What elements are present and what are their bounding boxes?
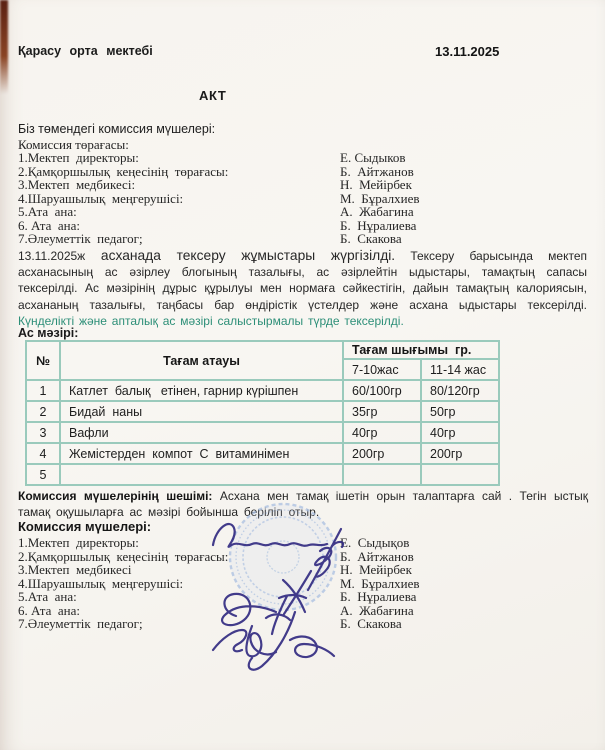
member-label: 4.Шаруашылық меңгерушісі: bbox=[18, 575, 184, 591]
inspection-paragraph bbox=[18, 248, 587, 329]
table-row bbox=[26, 422, 499, 443]
cell-no: 3 bbox=[26, 422, 60, 443]
school-name: Қарасу орта мектебі bbox=[18, 44, 153, 58]
member-name: Н. Мейірбек bbox=[340, 177, 412, 192]
member-name: М. Бұралхиев bbox=[340, 575, 420, 591]
member-name: Б. Нұралиева bbox=[340, 217, 417, 233]
member-name: Б. Айтжанов bbox=[340, 163, 414, 179]
paragraph-date: 13.11.2025ж bbox=[18, 249, 86, 263]
col-header-no: № bbox=[26, 341, 60, 380]
member-name: Б. Нұралиева bbox=[340, 589, 417, 604]
cell-age1 bbox=[343, 464, 421, 485]
commission-member-row bbox=[18, 616, 448, 630]
cell-no: 2 bbox=[26, 401, 60, 422]
cell-age2: 50гр bbox=[421, 401, 499, 422]
commission-member-row bbox=[18, 549, 448, 563]
commission-top-list bbox=[18, 150, 448, 245]
member-label: 3.Мектеп медбикесі bbox=[18, 562, 132, 577]
member-name: Б. Скакова bbox=[340, 616, 402, 631]
commission-member-row bbox=[18, 535, 448, 549]
commission-member-row bbox=[18, 603, 448, 617]
cell-dish: Вафли bbox=[60, 422, 343, 443]
table-row bbox=[26, 380, 499, 401]
commission-intro: Біз төмендегі комиссия мүшелері: bbox=[18, 122, 216, 136]
member-name: Е. Сыдықов bbox=[340, 535, 410, 550]
member-name: М. Бұралхиев bbox=[340, 190, 420, 206]
cell-age1: 35гр bbox=[343, 401, 421, 422]
member-name: А. Жабағина bbox=[340, 602, 414, 618]
col-header-age2: 11-14 жас bbox=[421, 359, 499, 380]
member-label: 6. Ата ана: bbox=[18, 602, 80, 618]
cell-dish: Катлет балық етінен, гарнир күрішпен bbox=[60, 380, 343, 401]
member-name: Б. Айтжанов bbox=[340, 548, 414, 564]
decision-paragraph bbox=[18, 489, 588, 520]
member-name: Н. Мейірбек bbox=[340, 562, 412, 577]
table-row bbox=[26, 443, 499, 464]
commission-member-row bbox=[18, 231, 448, 245]
table-header-row bbox=[26, 341, 499, 359]
member-name: А. Жабагина bbox=[340, 204, 414, 219]
commission-member-row bbox=[18, 576, 448, 590]
member-label: 6. Ата ана: bbox=[18, 217, 80, 233]
cell-no: 1 bbox=[26, 380, 60, 401]
cell-age2: 80/120гр bbox=[421, 380, 499, 401]
cell-no: 4 bbox=[26, 443, 60, 464]
commission-bottom-list bbox=[18, 535, 448, 630]
commission-member-row bbox=[18, 204, 448, 218]
menu-heading: Ас мәзірі: bbox=[18, 326, 79, 340]
cell-dish: Жемістерден компот С витаминімен bbox=[60, 443, 343, 464]
cell-no: 5 bbox=[26, 464, 60, 485]
commission-member-row bbox=[18, 150, 448, 164]
member-label: 2.Қамқоршылық кеңесінің төрағасы: bbox=[18, 163, 229, 179]
cell-age2: 40гр bbox=[421, 422, 499, 443]
document-title: АКТ bbox=[199, 88, 227, 103]
cell-age2: 200гр bbox=[421, 443, 499, 464]
member-label: 4.Шаруашылық меңгерушісі: bbox=[18, 190, 184, 206]
col-header-output: Тағам шығымы гр. bbox=[343, 341, 499, 359]
table-row bbox=[26, 401, 499, 422]
cell-age1: 200гр bbox=[343, 443, 421, 464]
commission-member-row bbox=[18, 562, 448, 576]
member-label: 3.Мектеп медбикесі: bbox=[18, 177, 136, 192]
commission-member-row bbox=[18, 164, 448, 178]
decision-text: Асхана мен тамақ ішетін орын талаптарға сай . Тегін ыстық тамақ оқушыларға ас мәзірі бойынша беріліп отыр. bbox=[18, 489, 588, 519]
member-label: 5.Ата ана: bbox=[18, 589, 77, 604]
cell-age1: 40гр bbox=[343, 422, 421, 443]
cell-dish: Бидай наны bbox=[60, 401, 343, 422]
paragraph-body: Тексеру барысында мектеп асханасының ас әзірлеу блогының тазалығы, ас әзірлейтін ыдыстары, тамақтың сапасы тексерілді. Ас мәзірінің дұрыс құрылуы мен нормаға сәйкестігін, дайын тамақтың калориясын, асхананың тазалығы, таңбасы бар өндірістік үстелдер және асхана ыдыстары тексерілді. bbox=[18, 249, 587, 312]
decision-label: Комиссия мүшелерінің шешімі: bbox=[18, 489, 213, 503]
paragraph-lead: асханада тексеру жұмыстары жүргізілді. bbox=[85, 248, 396, 263]
member-name: Б. Скакова bbox=[340, 231, 402, 246]
menu-table bbox=[25, 340, 500, 486]
member-label: 7.Әлеуметтік педагог; bbox=[18, 616, 143, 631]
member-label: 2.Қамқоршылық кеңесінің төрағасы: bbox=[18, 548, 229, 564]
commission-member-row bbox=[18, 177, 448, 191]
document-date: 13.11.2025 bbox=[435, 44, 500, 59]
commission-bottom-heading: Комиссия мүшелері: bbox=[18, 519, 152, 534]
table-row bbox=[26, 464, 499, 485]
col-header-dish: Тағам атауы bbox=[60, 341, 343, 380]
member-label: 1.Мектеп директоры: bbox=[18, 150, 139, 165]
member-label: 1.Мектеп директоры: bbox=[18, 535, 139, 550]
commission-member-row bbox=[18, 589, 448, 603]
member-name: Е. Сыдыков bbox=[340, 150, 406, 165]
cell-age1: 60/100гр bbox=[343, 380, 421, 401]
cell-dish bbox=[60, 464, 343, 485]
scan-edge-artifact bbox=[0, 0, 8, 94]
commission-member-row bbox=[18, 191, 448, 205]
cell-age2 bbox=[421, 464, 499, 485]
paragraph-teal: Күнделікті және апталық ас мәзірі салыстырмалы түрде тексерілді. bbox=[18, 313, 404, 328]
commission-chair-label: Комиссия төрағасы: bbox=[18, 137, 129, 152]
col-header-age1: 7-10жас bbox=[343, 359, 421, 380]
commission-member-row bbox=[18, 218, 448, 232]
member-label: 5.Ата ана: bbox=[18, 204, 77, 219]
member-label: 7.Әлеуметтік педагог; bbox=[18, 231, 143, 246]
